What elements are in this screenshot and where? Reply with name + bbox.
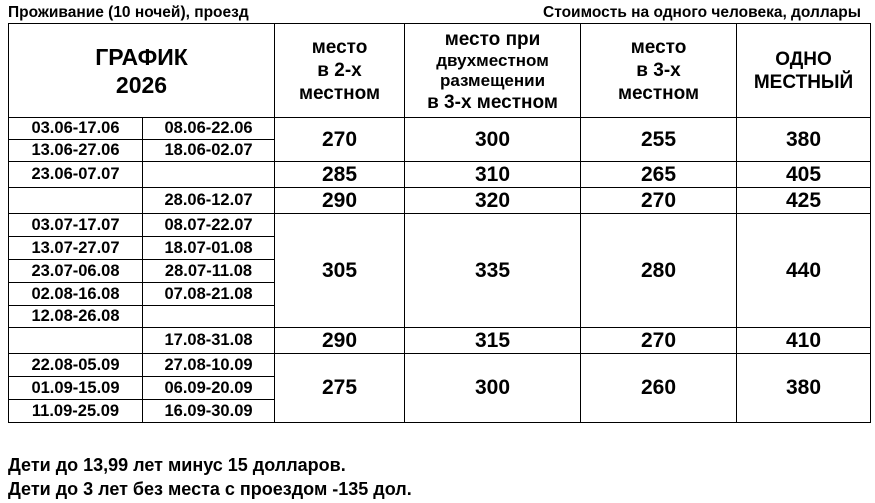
price-cell: 290 <box>275 188 405 214</box>
col-header-line: в 3-х местном <box>427 91 558 113</box>
price-cell: 255 <box>581 118 737 162</box>
table-header-row <box>9 24 871 118</box>
price-cell: 405 <box>737 162 871 188</box>
schedule-title: ГРАФИК <box>95 43 188 70</box>
date-cell: 13.06-27.06 <box>9 140 143 162</box>
date-cell: 06.09-20.09 <box>143 377 275 400</box>
col-header-double-in-triple <box>405 24 581 118</box>
price-cell: 440 <box>737 214 871 328</box>
date-cell: 03.06-17.06 <box>9 118 143 140</box>
price-cell: 335 <box>405 214 581 328</box>
date-cell: 11.09-25.09 <box>9 400 143 423</box>
price-cell: 260 <box>581 354 737 423</box>
table-row <box>9 354 871 377</box>
date-cell <box>143 306 275 328</box>
col-header-single <box>737 24 871 118</box>
table-row <box>9 188 871 214</box>
table-row <box>9 118 871 140</box>
date-cell <box>9 328 143 354</box>
price-cell: 265 <box>581 162 737 188</box>
table-row <box>9 162 871 188</box>
price-cell: 270 <box>275 118 405 162</box>
date-cell: 27.08-10.09 <box>143 354 275 377</box>
col-header-line: местном <box>617 83 700 104</box>
col-header-line: место <box>630 37 687 58</box>
col-header-line: местном <box>298 83 381 104</box>
date-cell <box>9 188 143 214</box>
price-cell: 310 <box>405 162 581 188</box>
footer-note-infants: Дети до 3 лет без места с проездом -135 дол. <box>8 479 412 499</box>
price-cell: 300 <box>405 354 581 423</box>
header-cost-note: Стоимость на одного человека, доллары <box>543 4 861 21</box>
price-cell: 270 <box>581 328 737 354</box>
table-row <box>9 328 871 354</box>
col-header-line: место <box>311 37 368 58</box>
price-cell: 275 <box>275 354 405 423</box>
date-cell: 01.09-15.09 <box>9 377 143 400</box>
col-header-line: в 3-х <box>636 60 681 81</box>
col-header-line: МЕСТНЫЙ <box>753 71 854 93</box>
date-cell: 28.06-12.07 <box>143 188 275 214</box>
price-cell: 300 <box>405 118 581 162</box>
price-cell: 315 <box>405 328 581 354</box>
date-cell: 02.08-16.08 <box>9 283 143 306</box>
date-cell: 16.09-30.09 <box>143 400 275 423</box>
date-cell <box>143 162 275 188</box>
price-cell: 305 <box>275 214 405 328</box>
price-cell: 380 <box>737 354 871 423</box>
date-cell: 18.07-01.08 <box>143 237 275 260</box>
header-accommodation: Проживание (10 ночей), проезд <box>8 4 249 21</box>
date-cell: 08.07-22.07 <box>143 214 275 237</box>
price-cell: 280 <box>581 214 737 328</box>
col-header-line: двухместном <box>436 50 549 70</box>
schedule-year: 2026 <box>115 71 168 98</box>
col-header-triple <box>581 24 737 118</box>
price-cell: 410 <box>737 328 871 354</box>
col-header-line: размещении <box>439 70 546 90</box>
price-cell: 285 <box>275 162 405 188</box>
date-cell: 03.07-17.07 <box>9 214 143 237</box>
date-cell: 08.06-22.06 <box>143 118 275 140</box>
table-row <box>9 214 871 237</box>
date-cell: 12.08-26.08 <box>9 306 143 328</box>
price-cell: 290 <box>275 328 405 354</box>
date-cell: 23.07-06.08 <box>9 260 143 283</box>
date-cell: 07.08-21.08 <box>143 283 275 306</box>
col-header-line: место при <box>444 28 541 50</box>
col-header-line: ОДНО <box>775 48 832 70</box>
col-header-double <box>275 24 405 118</box>
date-cell: 13.07-27.07 <box>9 237 143 260</box>
col-header-line: в 2-х <box>317 60 362 81</box>
price-cell: 320 <box>405 188 581 214</box>
date-cell: 28.07-11.08 <box>143 260 275 283</box>
schedule-header <box>9 24 275 118</box>
date-cell: 17.08-31.08 <box>143 328 275 354</box>
date-cell: 22.08-05.09 <box>9 354 143 377</box>
price-cell: 425 <box>737 188 871 214</box>
price-cell: 270 <box>581 188 737 214</box>
price-cell: 380 <box>737 118 871 162</box>
date-cell: 23.06-07.07 <box>9 162 143 188</box>
date-cell: 18.06-02.07 <box>143 140 275 162</box>
footer-note-children-discount: Дети до 13,99 лет минус 15 долларов. <box>8 455 346 475</box>
price-table <box>8 23 871 423</box>
